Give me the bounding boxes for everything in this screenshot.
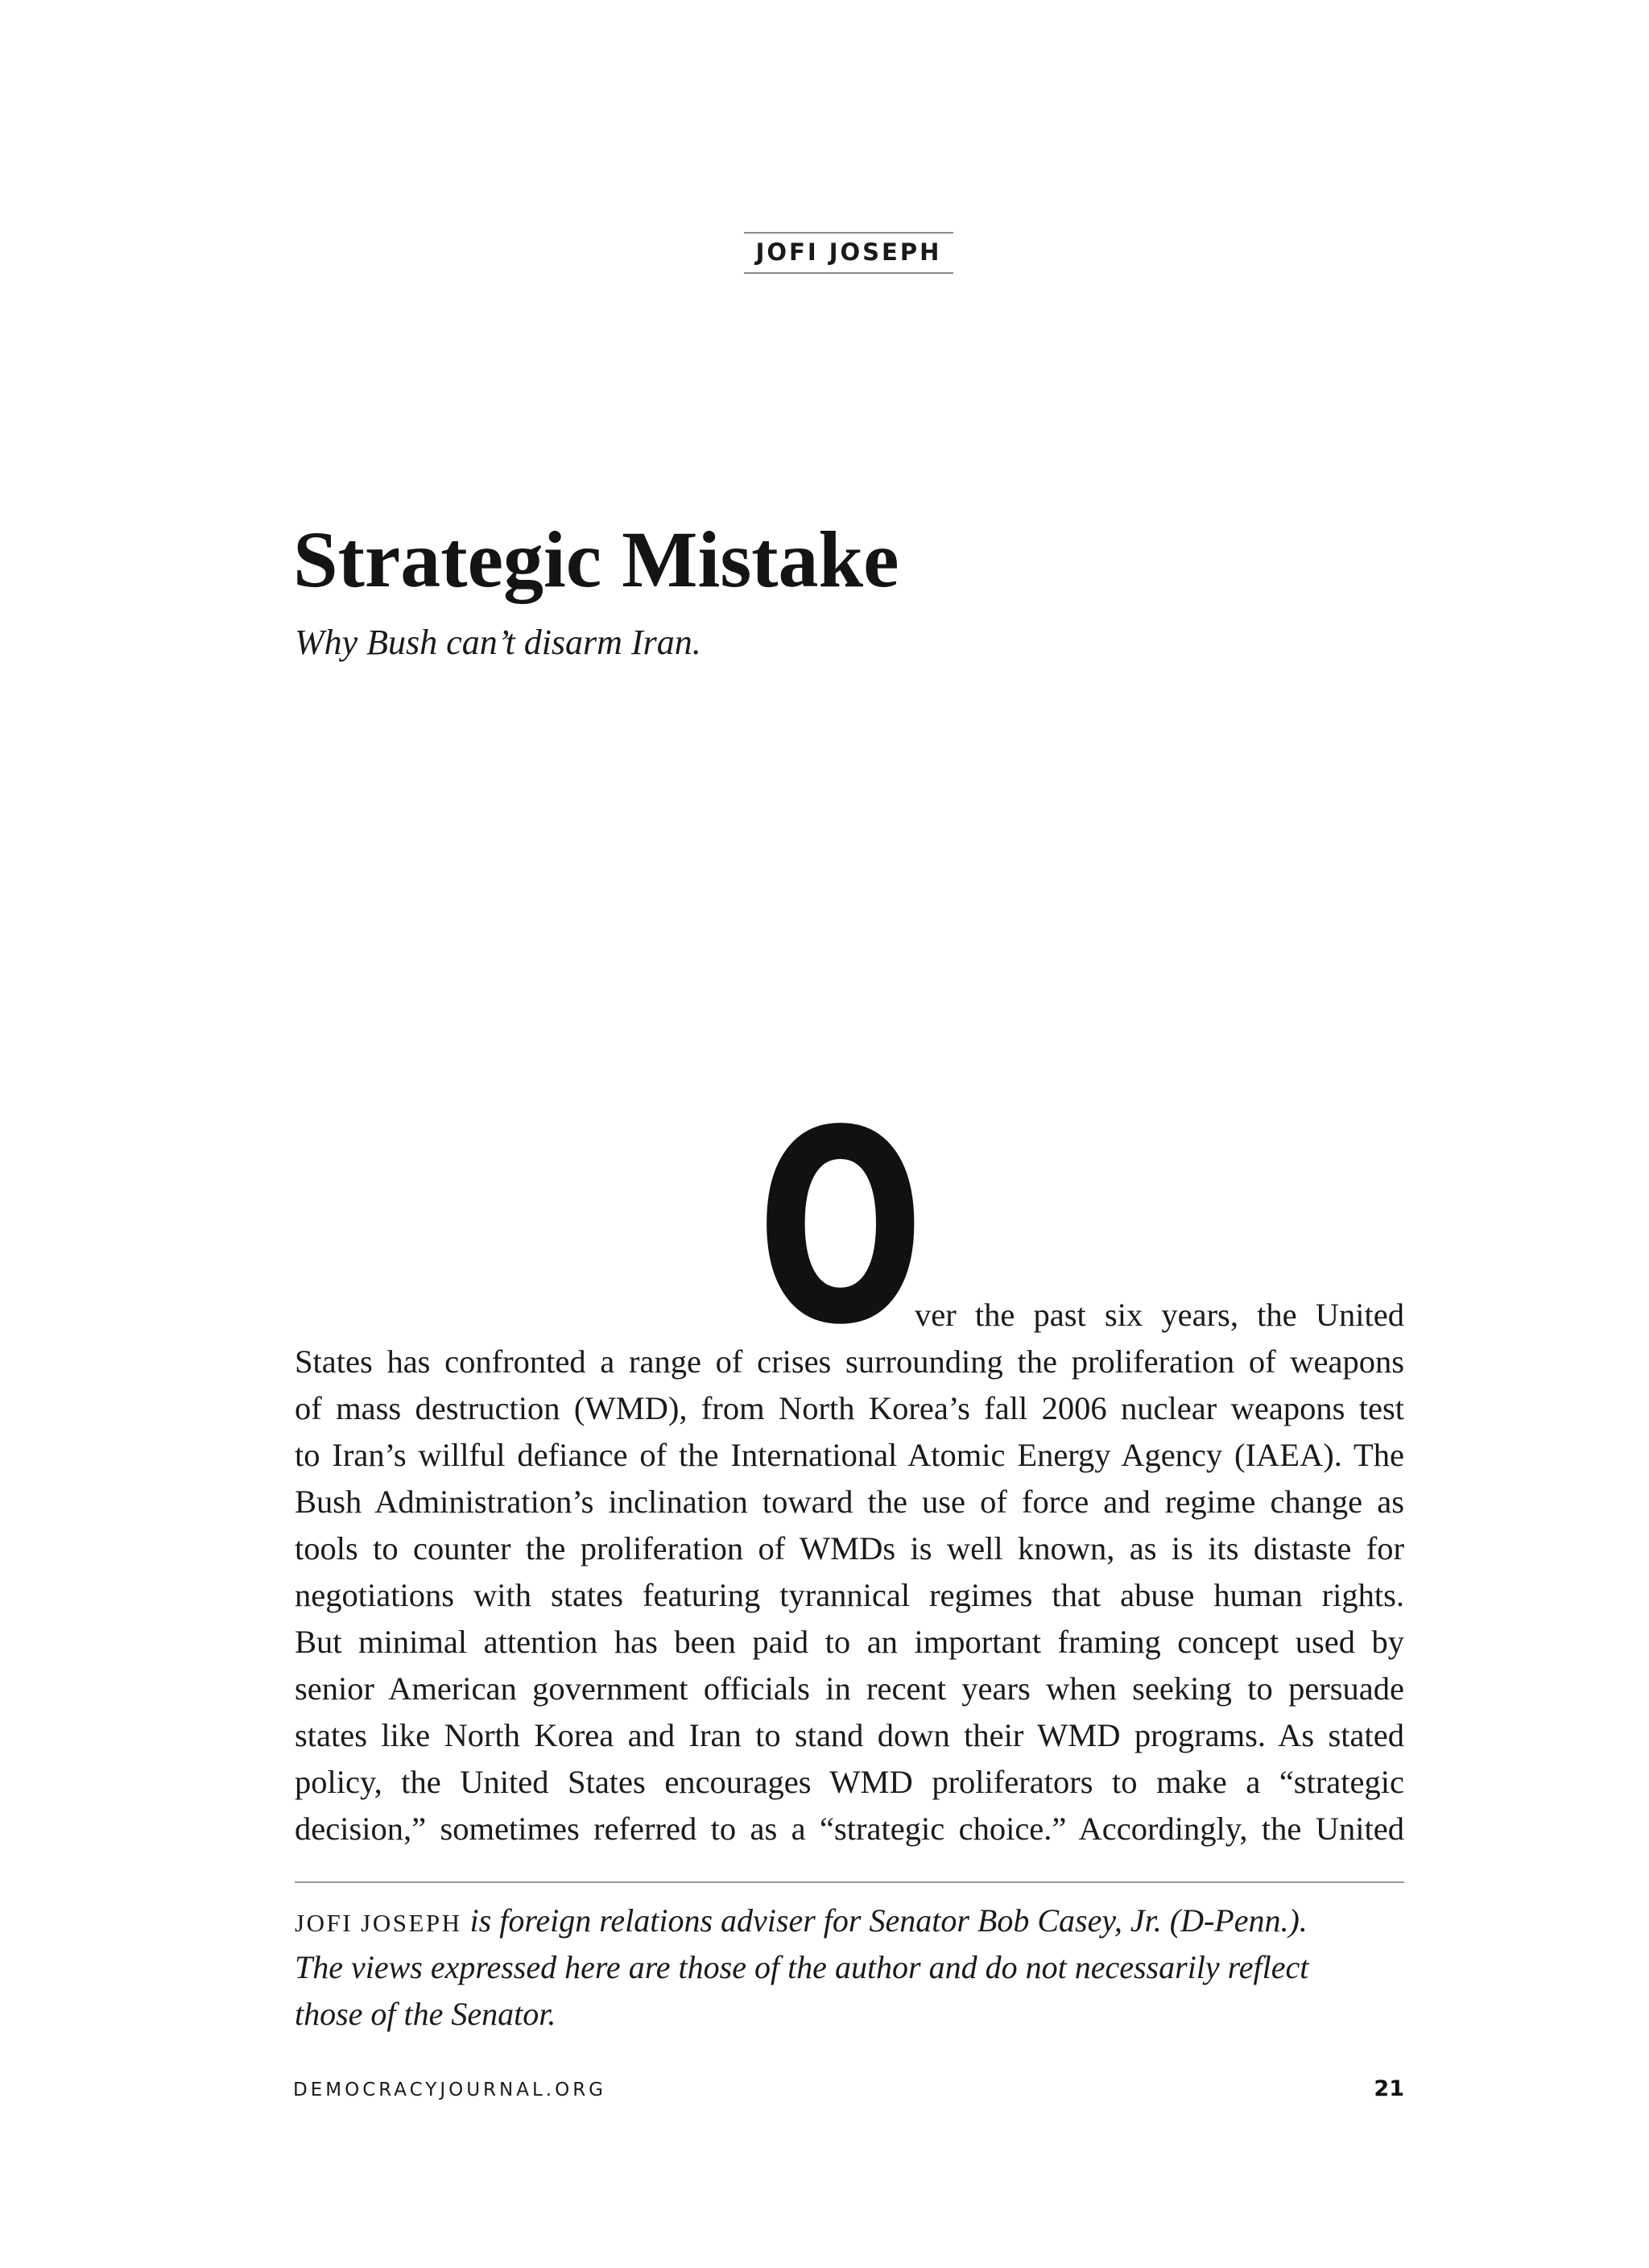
author-header: JOFI JOSEPH bbox=[744, 232, 953, 274]
body-line: Bush Administration’s inclination toward the use of force and regime change as bbox=[295, 1484, 1404, 1520]
body-line: States has confronted a range of crises surrounding the proliferation of weapons bbox=[295, 1343, 1404, 1380]
bio-line: those of the Senator. bbox=[295, 1996, 556, 2032]
bio-divider bbox=[295, 1881, 1404, 1883]
bio-author-name: JOFI JOSEPH bbox=[295, 1909, 462, 1937]
body-line: But minimal attention has been paid to an important framing concept used by bbox=[295, 1624, 1404, 1660]
body-line: senior American government officials in recent years when seeking to persuade bbox=[295, 1670, 1404, 1707]
article-title: Strategic Mistake bbox=[293, 515, 899, 604]
bio-line bbox=[295, 1898, 1422, 1944]
drop-cap: O bbox=[757, 1074, 924, 1383]
body-line: policy, the United States encourages WMD proliferators to make a “strategic bbox=[295, 1764, 1404, 1800]
body-line: of mass destruction (WMD), from North Korea’s fall 2006 nuclear weapons test bbox=[295, 1390, 1404, 1426]
body-line: decision,” sometimes referred to as a “strategic choice.” Accordingly, the United bbox=[295, 1811, 1404, 1847]
page-number: 21 bbox=[1374, 2076, 1404, 2101]
body-line: ver the past six years, the United bbox=[915, 1297, 1404, 1333]
body-line: states like North Korea and Iran to stand down their WMD programs. As stated bbox=[295, 1717, 1404, 1753]
bio-line: The views expressed here are those of the author and do not necessarily reflect bbox=[295, 1949, 1309, 1985]
body-line: to Iran’s willful defiance of the International Atomic Energy Agency (IAEA). The bbox=[295, 1437, 1404, 1473]
footer-site: DEMOCRACYJOURNAL.ORG bbox=[293, 2080, 607, 2100]
bio-text: is foreign relations adviser for Senator Bob Casey, Jr. (D-Penn.). bbox=[461, 1902, 1308, 1939]
article-subtitle: Why Bush can’t disarm Iran. bbox=[295, 623, 701, 662]
article-body bbox=[295, 1292, 1404, 1852]
body-line: negotiations with states featuring tyrannical regimes that abuse human rights. bbox=[295, 1577, 1404, 1613]
author-bio bbox=[295, 1898, 1422, 2038]
body-line: tools to counter the proliferation of WMDs is well known, as is its distaste for bbox=[295, 1530, 1404, 1566]
